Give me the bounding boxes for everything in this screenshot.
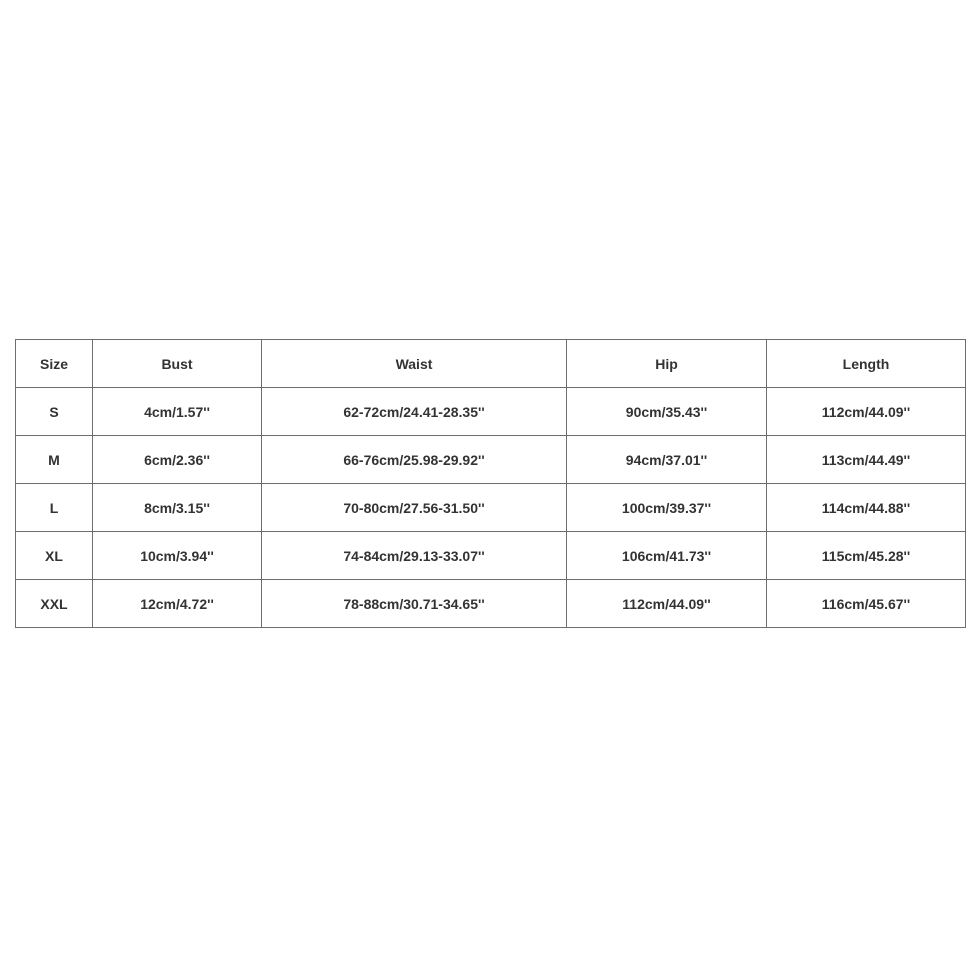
- cell-length: 113cm/44.49'': [767, 436, 966, 484]
- header-waist: Waist: [262, 340, 567, 388]
- header-length: Length: [767, 340, 966, 388]
- cell-hip: 94cm/37.01'': [567, 436, 767, 484]
- cell-bust: 4cm/1.57'': [93, 388, 262, 436]
- cell-size: XXL: [16, 580, 93, 628]
- cell-waist: 74-84cm/29.13-33.07'': [262, 532, 567, 580]
- header-bust: Bust: [93, 340, 262, 388]
- size-chart-table: [15, 339, 966, 628]
- table-row: [16, 484, 966, 532]
- cell-length: 115cm/45.28'': [767, 532, 966, 580]
- cell-bust: 8cm/3.15'': [93, 484, 262, 532]
- cell-hip: 106cm/41.73'': [567, 532, 767, 580]
- cell-bust: 12cm/4.72'': [93, 580, 262, 628]
- cell-size: M: [16, 436, 93, 484]
- cell-waist: 78-88cm/30.71-34.65'': [262, 580, 567, 628]
- table-row: [16, 580, 966, 628]
- cell-waist: 62-72cm/24.41-28.35'': [262, 388, 567, 436]
- header-hip: Hip: [567, 340, 767, 388]
- cell-length: 116cm/45.67'': [767, 580, 966, 628]
- cell-hip: 90cm/35.43'': [567, 388, 767, 436]
- table-header-row: [16, 340, 966, 388]
- table-row: [16, 388, 966, 436]
- cell-bust: 6cm/2.36'': [93, 436, 262, 484]
- cell-length: 114cm/44.88'': [767, 484, 966, 532]
- cell-size: XL: [16, 532, 93, 580]
- cell-size: S: [16, 388, 93, 436]
- header-size: Size: [16, 340, 93, 388]
- cell-size: L: [16, 484, 93, 532]
- cell-waist: 70-80cm/27.56-31.50'': [262, 484, 567, 532]
- table-row: [16, 532, 966, 580]
- cell-hip: 100cm/39.37'': [567, 484, 767, 532]
- cell-hip: 112cm/44.09'': [567, 580, 767, 628]
- table-row: [16, 436, 966, 484]
- cell-waist: 66-76cm/25.98-29.92'': [262, 436, 567, 484]
- cell-bust: 10cm/3.94'': [93, 532, 262, 580]
- cell-length: 112cm/44.09'': [767, 388, 966, 436]
